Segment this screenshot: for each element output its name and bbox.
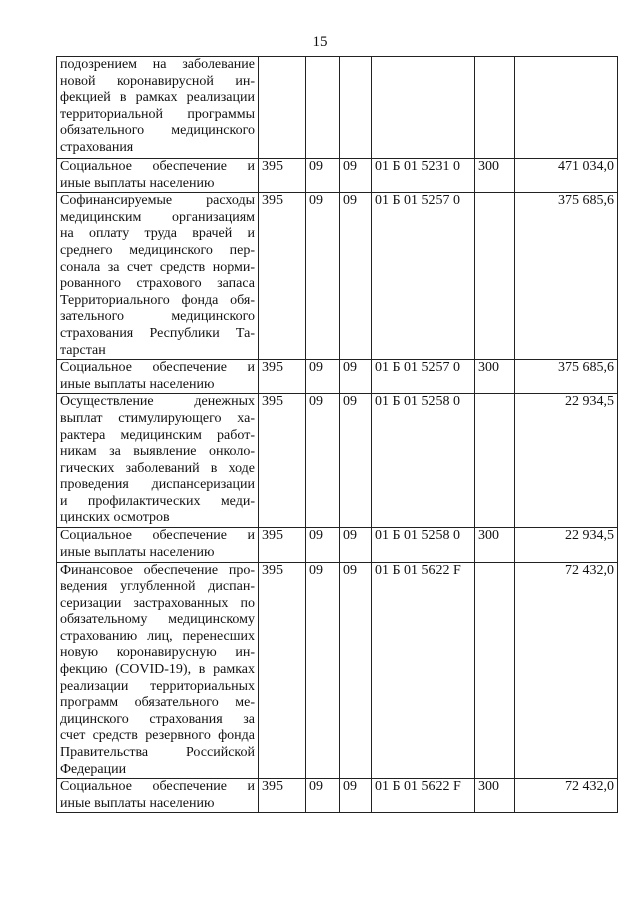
row-c1-cell: 395 bbox=[259, 528, 306, 562]
row-c6-cell: 471 034,0 bbox=[515, 159, 618, 193]
row-c4-cell: 01 Б 01 5258 0 bbox=[372, 394, 475, 528]
row-c5-cell bbox=[475, 193, 515, 360]
row-name-line: ведения углубленной диспан- bbox=[60, 579, 255, 595]
budget-table-body bbox=[57, 57, 618, 813]
row-c5-cell bbox=[475, 57, 515, 159]
row-name-line: новой коронавирусной ин- bbox=[60, 73, 255, 89]
row-name-cell bbox=[57, 360, 259, 394]
row-name-line: выплат стимулирующего ха- bbox=[60, 410, 255, 426]
row-name-line: иные выплаты населению bbox=[60, 795, 215, 811]
row-name-line: Софинансируемые расходы bbox=[60, 193, 255, 209]
row-name-line: рактера медицинским работ- bbox=[60, 427, 255, 443]
row-c5-cell bbox=[475, 394, 515, 528]
table-row bbox=[57, 528, 618, 562]
row-c5-cell: 300 bbox=[475, 528, 515, 562]
row-name-line: среднего медицинского пер- bbox=[60, 242, 255, 258]
row-name-line: иные выплаты населению bbox=[60, 544, 215, 560]
row-name-line: фекцией в рамках реализации bbox=[60, 90, 255, 106]
row-c4-cell: 01 Б 01 5622 F bbox=[372, 779, 475, 813]
row-name-cell bbox=[57, 528, 259, 562]
row-name-line: обязательному медицинскому bbox=[60, 612, 255, 628]
row-name-cell bbox=[57, 159, 259, 193]
row-name-line: Финансовое обеспечение про- bbox=[60, 562, 255, 578]
row-name-line: серизации застрахованных по bbox=[60, 595, 255, 611]
row-name-line: гических заболеваний в ходе bbox=[60, 460, 255, 476]
row-name-cell bbox=[57, 779, 259, 813]
row-c1-cell bbox=[259, 57, 306, 159]
row-name-line: зательного медицинского bbox=[60, 309, 255, 325]
row-c6-cell: 72 432,0 bbox=[515, 779, 618, 813]
row-name-line: иные выплаты населению bbox=[60, 376, 215, 392]
row-name-line: Социальное обеспечение и bbox=[60, 779, 255, 795]
row-c2-cell: 09 bbox=[306, 528, 340, 562]
row-name-line: страхованию лиц, перенесших bbox=[60, 628, 255, 644]
row-c2-cell: 09 bbox=[306, 394, 340, 528]
row-c4-cell bbox=[372, 57, 475, 159]
row-c3-cell: 09 bbox=[340, 779, 372, 813]
row-c6-cell: 22 934,5 bbox=[515, 528, 618, 562]
row-name-cell bbox=[57, 193, 259, 360]
row-c1-cell: 395 bbox=[259, 562, 306, 779]
row-name-line: фекцию (COVID-19), в рамках bbox=[60, 662, 255, 678]
row-name-line: иные выплаты населению bbox=[60, 175, 215, 191]
row-name-line: Социальное обеспечение и bbox=[60, 528, 255, 544]
row-name-cell bbox=[57, 394, 259, 528]
row-name-line: никам за выявление онколо- bbox=[60, 444, 255, 460]
row-name-line: Социальное обеспечение и bbox=[60, 360, 255, 376]
row-name-line: подозрением на заболевание bbox=[60, 57, 255, 72]
row-c6-cell: 375 685,6 bbox=[515, 193, 618, 360]
row-name-line: Правительства Российской bbox=[60, 745, 255, 761]
row-c2-cell: 09 bbox=[306, 562, 340, 779]
row-c3-cell: 09 bbox=[340, 528, 372, 562]
table-row bbox=[57, 562, 618, 779]
row-name-line: обязательного медицинского bbox=[60, 123, 255, 139]
row-name-line: рованного страхового запаса bbox=[60, 276, 255, 292]
row-name-line: на оплату труда врачей и bbox=[60, 226, 255, 242]
row-name-line: территориальной программы bbox=[60, 106, 255, 122]
row-name-line: цинских осмотров bbox=[60, 510, 170, 526]
row-c6-cell: 72 432,0 bbox=[515, 562, 618, 779]
row-name-line: страхования bbox=[60, 139, 134, 155]
row-name-line: Осуществление денежных bbox=[60, 394, 255, 410]
row-c3-cell: 09 bbox=[340, 360, 372, 394]
row-name-cell bbox=[57, 562, 259, 779]
table-row bbox=[57, 360, 618, 394]
row-name-cell bbox=[57, 57, 259, 159]
row-c3-cell: 09 bbox=[340, 394, 372, 528]
page-number: 15 bbox=[312, 34, 328, 50]
row-c1-cell: 395 bbox=[259, 779, 306, 813]
row-c4-cell: 01 Б 01 5622 F bbox=[372, 562, 475, 779]
row-c5-cell: 300 bbox=[475, 360, 515, 394]
row-c3-cell: 09 bbox=[340, 159, 372, 193]
row-c4-cell: 01 Б 01 5257 0 bbox=[372, 193, 475, 360]
row-c2-cell: 09 bbox=[306, 159, 340, 193]
row-c1-cell: 395 bbox=[259, 360, 306, 394]
table-row bbox=[57, 159, 618, 193]
row-c4-cell: 01 Б 01 5258 0 bbox=[372, 528, 475, 562]
row-name-line: тарстан bbox=[60, 342, 106, 358]
row-c2-cell: 09 bbox=[306, 779, 340, 813]
row-c3-cell: 09 bbox=[340, 562, 372, 779]
table-row bbox=[57, 193, 618, 360]
row-c2-cell: 09 bbox=[306, 360, 340, 394]
row-c6-cell: 22 934,5 bbox=[515, 394, 618, 528]
budget-table bbox=[56, 56, 618, 813]
row-c6-cell bbox=[515, 57, 618, 159]
row-name-line: и профилактических меди- bbox=[60, 493, 255, 509]
row-c3-cell: 09 bbox=[340, 193, 372, 360]
table-row bbox=[57, 57, 618, 159]
row-name-line: реализации территориальных bbox=[60, 678, 255, 694]
row-name-line: дицинского страхования за bbox=[60, 711, 255, 727]
row-c2-cell: 09 bbox=[306, 193, 340, 360]
row-name-line: проведения диспансеризации bbox=[60, 477, 255, 493]
row-name-line: сонала за счет средств норми- bbox=[60, 259, 255, 275]
row-name-line: новую коронавирусную ин- bbox=[60, 645, 255, 661]
row-c5-cell: 300 bbox=[475, 159, 515, 193]
table-row bbox=[57, 779, 618, 813]
row-name-line: медицинским организациям bbox=[60, 209, 255, 225]
row-c6-cell: 375 685,6 bbox=[515, 360, 618, 394]
row-c1-cell: 395 bbox=[259, 394, 306, 528]
row-c2-cell bbox=[306, 57, 340, 159]
row-c5-cell bbox=[475, 562, 515, 779]
table-row bbox=[57, 394, 618, 528]
row-c5-cell: 300 bbox=[475, 779, 515, 813]
row-name-line: Социальное обеспечение и bbox=[60, 159, 255, 174]
row-c3-cell bbox=[340, 57, 372, 159]
row-name-line: программ обязательного ме- bbox=[60, 695, 255, 711]
row-name-line: счет средств резервного фонда bbox=[60, 728, 255, 744]
row-c1-cell: 395 bbox=[259, 193, 306, 360]
row-c1-cell: 395 bbox=[259, 159, 306, 193]
row-name-line: Федерации bbox=[60, 761, 127, 777]
row-name-line: страхования Республики Та- bbox=[60, 325, 255, 341]
row-c4-cell: 01 Б 01 5257 0 bbox=[372, 360, 475, 394]
row-name-line: Территориального фонда обя- bbox=[60, 292, 255, 308]
row-c4-cell: 01 Б 01 5231 0 bbox=[372, 159, 475, 193]
